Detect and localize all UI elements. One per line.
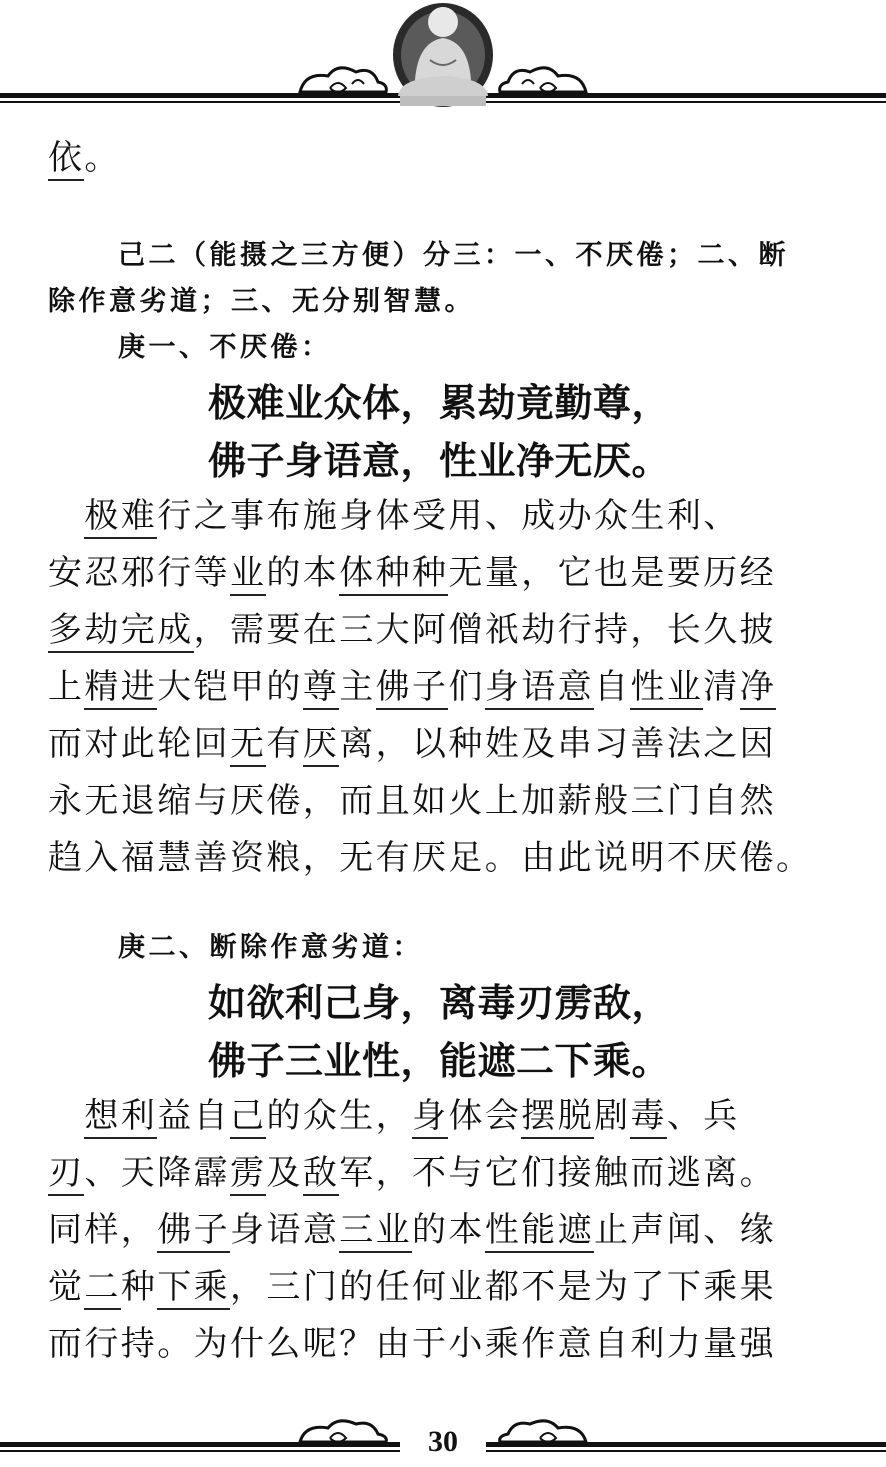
underlined-text: 尊	[303, 667, 339, 710]
text-run: 而对此轮回	[48, 724, 230, 764]
page-number: 30	[428, 1425, 458, 1458]
section-heading-geng-er: 庚二、断除作意劣道：	[118, 932, 423, 963]
underlined-text: 性业	[630, 667, 703, 710]
text-run: 清	[703, 667, 740, 707]
underlined-text: 依	[48, 138, 84, 181]
text-run: 的本	[412, 1210, 485, 1250]
text-run: 而行持。为什么呢？由于小乘作意自利力量强	[48, 1324, 776, 1364]
para1-line-6	[48, 781, 838, 821]
underlined-text: 己	[230, 1096, 266, 1139]
text-run: 有	[266, 724, 303, 764]
text-run: 趋入福慧善资粮，无有厌足。由此说明不厌倦。	[48, 838, 813, 878]
underlined-text: 下乘	[157, 1267, 230, 1310]
underlined-text: 摆脱	[521, 1096, 594, 1139]
text-run: 行之事布施身体受用、成办众生利、	[157, 496, 740, 536]
verse-line: 极难业众体，累劫竟勤尊，	[208, 381, 671, 425]
para2-line-5	[48, 1324, 838, 1364]
para1-line-1	[48, 496, 838, 536]
text-run: 永无退缩与厌倦，而且如火上加薪般三门自然	[48, 781, 776, 821]
underlined-text: 多劫完成	[48, 610, 194, 653]
cloud-scroll-right-icon	[500, 68, 586, 92]
text-run: 、兵	[666, 1096, 740, 1136]
section-heading-geng-yi: 庚一、不厌倦：	[118, 332, 332, 363]
text-run: 自	[594, 667, 631, 707]
text-run: 身语意	[230, 1210, 340, 1250]
underlined-text: 佛子	[376, 667, 449, 710]
underlined-text: 体种种	[339, 553, 448, 596]
text-run: 们	[448, 667, 485, 707]
para2-line-4	[48, 1267, 838, 1307]
para0-line	[48, 138, 838, 178]
text-run	[48, 1096, 84, 1136]
verse-line: 佛子三业性，能遮二下乘。	[208, 1039, 671, 1083]
underlined-text: 身语意	[485, 667, 594, 710]
para2-line-1	[48, 1096, 838, 1136]
underlined-text: 刃	[48, 1153, 84, 1196]
text-run	[48, 496, 84, 536]
outline-heading-ji-er: 己二（能摄之三方便）分三：一、不厌倦；二、断	[118, 240, 789, 271]
underlined-text: 二	[84, 1267, 120, 1310]
underlined-text: 厌	[303, 724, 339, 767]
text-run: 及	[266, 1153, 303, 1193]
cloud-scroll-left-icon	[300, 68, 386, 92]
text-run: 上	[48, 667, 85, 707]
text-run: 剧	[594, 1096, 631, 1136]
text-run: 安忍邪行等	[48, 553, 230, 593]
text-run: 。	[84, 138, 121, 178]
underlined-text: 想利	[84, 1096, 157, 1139]
underlined-text: 净	[740, 667, 776, 710]
text-run: 种	[120, 1267, 158, 1307]
text-run: ，三门的任何业都不是为了下乘果	[230, 1267, 777, 1307]
underlined-text: 性能遮	[485, 1210, 594, 1253]
para1-line-3	[48, 610, 838, 650]
underlined-text: 三业	[339, 1210, 412, 1253]
text-run: 益自	[157, 1096, 231, 1136]
text-run: 的本	[266, 553, 340, 593]
text-run: 觉	[48, 1267, 85, 1307]
para2-line-3	[48, 1210, 838, 1250]
text-run: 同样，	[48, 1210, 158, 1250]
underlined-text: 雳	[230, 1153, 266, 1196]
text-run: 体会	[448, 1096, 522, 1136]
underlined-text: 业	[230, 553, 266, 596]
underlined-text: 精进	[84, 667, 157, 710]
para2-line-2	[48, 1153, 838, 1193]
text-run: 止声闻、缘	[594, 1210, 777, 1250]
text-run: 无量，它也是要历经	[448, 553, 777, 593]
outline-heading-ji-er-cont: 除作意劣道；三、无分别智慧。	[48, 286, 475, 317]
text-run: 主	[339, 667, 376, 707]
buddha-medallion-icon	[393, 3, 493, 107]
text-run: 、天降霹	[84, 1153, 231, 1193]
para1-line-2	[48, 553, 838, 593]
underlined-text: 无	[230, 724, 266, 767]
verse-line: 如欲利己身，离毒刃雳敌，	[208, 981, 671, 1025]
text-run: 大铠甲的	[157, 667, 303, 707]
header-ornament	[0, 0, 886, 115]
para1-line-5	[48, 724, 838, 764]
underlined-text: 佛子	[157, 1210, 230, 1253]
text-run: 离，以种姓及串习善法之因	[339, 724, 777, 764]
underlined-text: 敌	[303, 1153, 339, 1196]
para1-line-4	[48, 667, 838, 707]
verse-line: 佛子身语意，性业净无厌。	[208, 439, 671, 483]
text-run: 的众生，	[266, 1096, 413, 1136]
underlined-text: 极难	[84, 496, 157, 539]
underlined-text: 身	[412, 1096, 448, 1139]
text-run: ，需要在三大阿僧祇劫行持，长久披	[193, 610, 777, 650]
underlined-text: 毒	[630, 1096, 666, 1139]
text-run: 军，不与它们接触而逃离。	[339, 1153, 777, 1193]
para1-line-7	[48, 838, 838, 878]
